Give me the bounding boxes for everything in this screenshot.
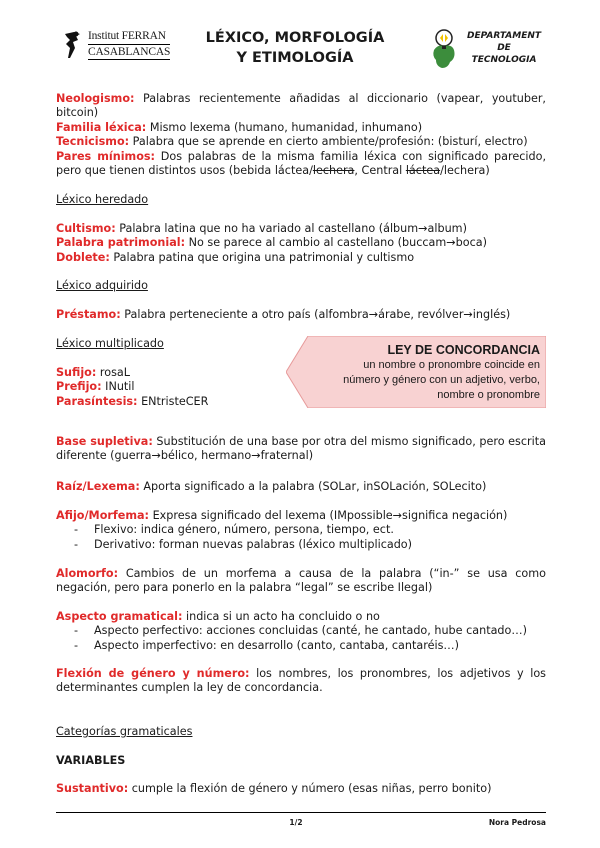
dash-icon: - — [74, 537, 79, 551]
section-lexico-heredado — [56, 193, 546, 265]
def-text: ENtristeCER — [137, 394, 209, 408]
def-label: Aspecto gramatical: — [56, 610, 183, 623]
department-logo — [430, 26, 550, 72]
def-label: Pares mínimos: — [56, 149, 156, 163]
def-text: Expresa significado del lexema (IMpossible→significa negación) — [149, 509, 508, 522]
def-label: Sustantivo: — [56, 782, 129, 795]
section-lexico-adquirido — [56, 279, 546, 322]
def-label: Neologismo: — [56, 92, 135, 105]
title-line-1: LÉXICO, MORFOLOGÍA — [205, 30, 385, 46]
logo-line-1: Institut FERRAN — [88, 30, 166, 42]
section-heading: Léxico multiplicado — [56, 337, 164, 350]
def-text: rosaL — [96, 365, 130, 379]
def-alomorfo — [56, 567, 546, 596]
def-text: Dos palabras de la misma familia léxica con significado parecido, pero que tienen distintos usos (bebida láctea/ — [56, 149, 547, 178]
callout-line: número y género con un adjetivo, verbo, — [343, 374, 540, 386]
author-name: Nora Pedrosa — [488, 818, 546, 827]
def-label: Tecnicismo: — [56, 135, 130, 149]
def-text: indica si un acto ha concluido o no — [182, 610, 380, 623]
dept-line-3: TECNOLOGIA — [471, 55, 537, 65]
section-heading: Léxico adquirido — [56, 279, 148, 292]
institut-logo — [62, 28, 172, 64]
page-number: 1/2 — [289, 818, 303, 827]
def-text: los nombres, los pronombres, los adjetivos y los determinantes cumplen la ley de concordancia. — [56, 667, 546, 695]
def-label: Flexión de género y número: — [56, 667, 250, 680]
def-label: Prefijo: — [56, 380, 102, 394]
def-prefijo — [56, 380, 276, 394]
list-item — [56, 624, 546, 638]
def-text: Palabra perteneciente a otro país (alfombra→árabe, revólver→inglés) — [120, 307, 511, 321]
title-line-2: Y ETIMOLOGÍA — [236, 50, 354, 66]
departament-tecnologia-icon — [430, 28, 458, 70]
list-item-text: Derivativo: forman nuevas palabras (léxico multiplicado) — [94, 537, 413, 551]
def-label: Base supletiva: — [56, 435, 153, 448]
ley-concordancia-callout — [286, 336, 546, 408]
def-prestamo — [56, 308, 546, 322]
ferran-casablancas-logo-icon — [62, 30, 84, 60]
dash-icon: - — [74, 638, 79, 652]
aspecto-sublist — [56, 624, 546, 653]
dash-icon: - — [74, 624, 79, 638]
list-item — [56, 538, 546, 552]
intro-definitions — [56, 92, 546, 178]
def-palabra-patrimonial — [56, 236, 546, 250]
department-name — [460, 30, 548, 66]
def-pares-minimos — [56, 150, 546, 179]
dept-line-2: DE — [497, 43, 511, 53]
callout-body — [318, 358, 540, 403]
def-label: Familia léxica: — [56, 120, 147, 134]
dash-icon: - — [74, 523, 79, 537]
def-flexion-genero-numero — [56, 667, 546, 696]
section-lexico-multiplicado — [56, 337, 276, 409]
list-item — [56, 639, 546, 653]
def-base-supletiva — [56, 435, 546, 464]
callout-line: nombre o pronombre — [437, 389, 540, 401]
def-sufijo — [56, 366, 276, 380]
def-text: INutil — [101, 380, 135, 394]
def-label: Cultismo: — [56, 221, 116, 235]
callout-title: LEY DE CONCORDANCIA — [387, 343, 540, 357]
def-text: /lechera) — [440, 164, 490, 178]
dept-line-1: DEPARTAMENT — [466, 31, 542, 41]
def-label: Raíz/Lexema: — [56, 480, 140, 493]
afijo-sublist — [56, 523, 546, 552]
logo-line-2: CASABLANCAS — [88, 46, 171, 58]
section-categorias-gramaticales — [56, 725, 546, 739]
def-neologismo — [56, 92, 546, 121]
variables-heading: VARIABLES — [56, 754, 126, 767]
def-tecnicismo — [56, 135, 546, 149]
def-text: , Central — [354, 164, 406, 178]
def-text: No se parece al cambio al castellano (buccam→boca) — [185, 236, 487, 250]
def-text: Palabras recientemente añadidas al diccionario (vapear, youtuber, bitcoin) — [56, 92, 546, 120]
def-text: Palabra que se aprende en cierto ambiente/profesión: (bisturí, electro) — [129, 135, 528, 149]
def-label: Sufijo: — [56, 365, 97, 379]
def-text: Palabra patina que origina una patrimonial y cultismo — [109, 250, 415, 264]
def-raiz-lexema — [56, 480, 546, 494]
def-label: Alomorfo: — [56, 567, 119, 580]
def-aspecto-gramatical — [56, 610, 546, 653]
def-cultismo — [56, 222, 546, 236]
callout-line: un nombre o pronombre coincide en — [363, 359, 540, 371]
list-item — [56, 523, 546, 537]
def-label: Afijo/Morfema: — [56, 509, 150, 522]
def-text: cumple la flexión de género y número (esas niñas, perro bonito) — [128, 782, 492, 795]
def-sustantivo — [56, 782, 546, 796]
list-item-text: Aspecto imperfectivo: en desarrollo (canto, cantaba, cantaréis…) — [94, 638, 459, 652]
list-item-text: Aspecto perfectivo: acciones concluidas (canté, he cantado, hube cantado…) — [94, 624, 527, 638]
def-label: Doblete: — [56, 250, 110, 264]
section-heading: Léxico heredado — [56, 193, 149, 206]
list-item-text: Flexivo: indica género, número, persona, tiempo, ect. — [94, 523, 394, 537]
section-heading: Categorías gramaticales — [56, 725, 193, 738]
struck-word: lechera — [312, 164, 355, 178]
def-doblete — [56, 251, 546, 265]
def-familia-lexica — [56, 121, 546, 135]
def-parasintesis — [56, 395, 276, 409]
def-text: Substitución de una base por otra del mismo significado, pero escrita diferente (guerra→bélico, hermano→fraternal) — [56, 435, 546, 463]
def-text: Mismo lexema (humano, humanidad, inhumano) — [146, 120, 423, 134]
def-label: Palabra patrimonial: — [56, 236, 186, 250]
def-afijo-morfema — [56, 509, 546, 552]
struck-word: láctea — [405, 164, 441, 178]
page-title — [190, 28, 400, 68]
def-label: Parasíntesis: — [56, 394, 138, 408]
def-text: Palabra latina que no ha variado al castellano (álbum→album) — [115, 221, 467, 235]
def-label: Préstamo: — [56, 307, 121, 321]
def-text: Aporta significado a la palabra (SOLar, inSOLación, SOLecito) — [139, 480, 487, 493]
def-text: Cambios de un morfema a causa de la palabra (“in-” se usa como negación, pero para ponerlo en la palabra “legal” se escribe Ilegal) — [56, 567, 546, 595]
footer-divider — [56, 812, 546, 813]
